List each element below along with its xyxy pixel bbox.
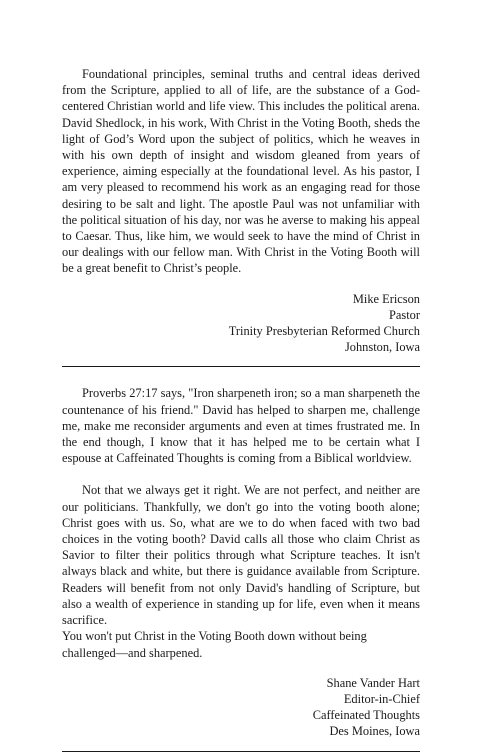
signature-block — [62, 291, 420, 356]
endorsement-paragraph: Proverbs 27:17 says, "Iron sharpeneth iron; so a man sharpeneth the countenance of his friend." David has helped to sharpen me, challenge me, make me reconsider arguments and even at times frustrated me. In the end though, I know that it has helped me to be certain what I espouse at Caffeinated Thoughts is coming from a Biblical worldview. — [62, 386, 420, 466]
signature-organization: Caffeinated Thoughts — [312, 708, 420, 723]
signature-location: Des Moines, Iowa — [329, 724, 420, 739]
endorsement-paragraph: Foundational principles, seminal truths and central ideas derived from the Scripture, applied to all of life, are the substance of a God-centered Christian world and life view. This includes the political arena. David Shedlock, in his work, With Christ in the Voting Booth, sheds the light of God’s Word upon the subject of politics, which he weaves in with his own depth of insight and wisdom gleaned from years of experience, aiming especially at the foundational level. As his pastor, I am very pleased to recommend his work as an engaging read for those desiring to be salt and light. The apostle Paul was not unfamiliar with the political situation of his day, nor was he averse to making his appeal to Caesar. Thus, like him, we would seek to have the mind of Christ in our dealings with our fellow man. With Christ in the Voting Booth will be a great benefit to Christ’s people. — [62, 67, 420, 276]
endorsement-paragraph: You won't put Christ in the Voting Booth down without being challenged—and sharpened. — [62, 629, 367, 660]
endorsement-ericson — [62, 66, 420, 367]
signature-organization: Trinity Presbyterian Reformed Church — [228, 324, 420, 339]
endorsements-page — [62, 66, 420, 752]
signature-name: Shane Vander Hart — [326, 675, 420, 690]
section-divider — [62, 751, 420, 752]
signature-title: Editor-in-Chief — [343, 691, 420, 706]
endorsement-paragraph: Not that we always get it right. We are not perfect, and neither are our politicians. Thankfully, we don't go into the voting booth alone; Christ goes with us. So, what are we to do when faced with two bad choices in the voting booth? David calls all those who claim Christ as Savior to filter their politics through what Scripture teaches. It isn't always black and white, but there is guidance available from Scripture. Readers will benefit from not only David's handling of Scripture, but also a wealth of experience in standing up for life, even when it means sacrifice. — [62, 483, 420, 628]
signature-title: Pastor — [389, 307, 420, 322]
signature-block — [62, 675, 420, 740]
signature-name: Mike Ericson — [352, 291, 420, 306]
signature-location: Johnston, Iowa — [344, 340, 420, 355]
endorsement-vander-hart — [62, 385, 420, 751]
